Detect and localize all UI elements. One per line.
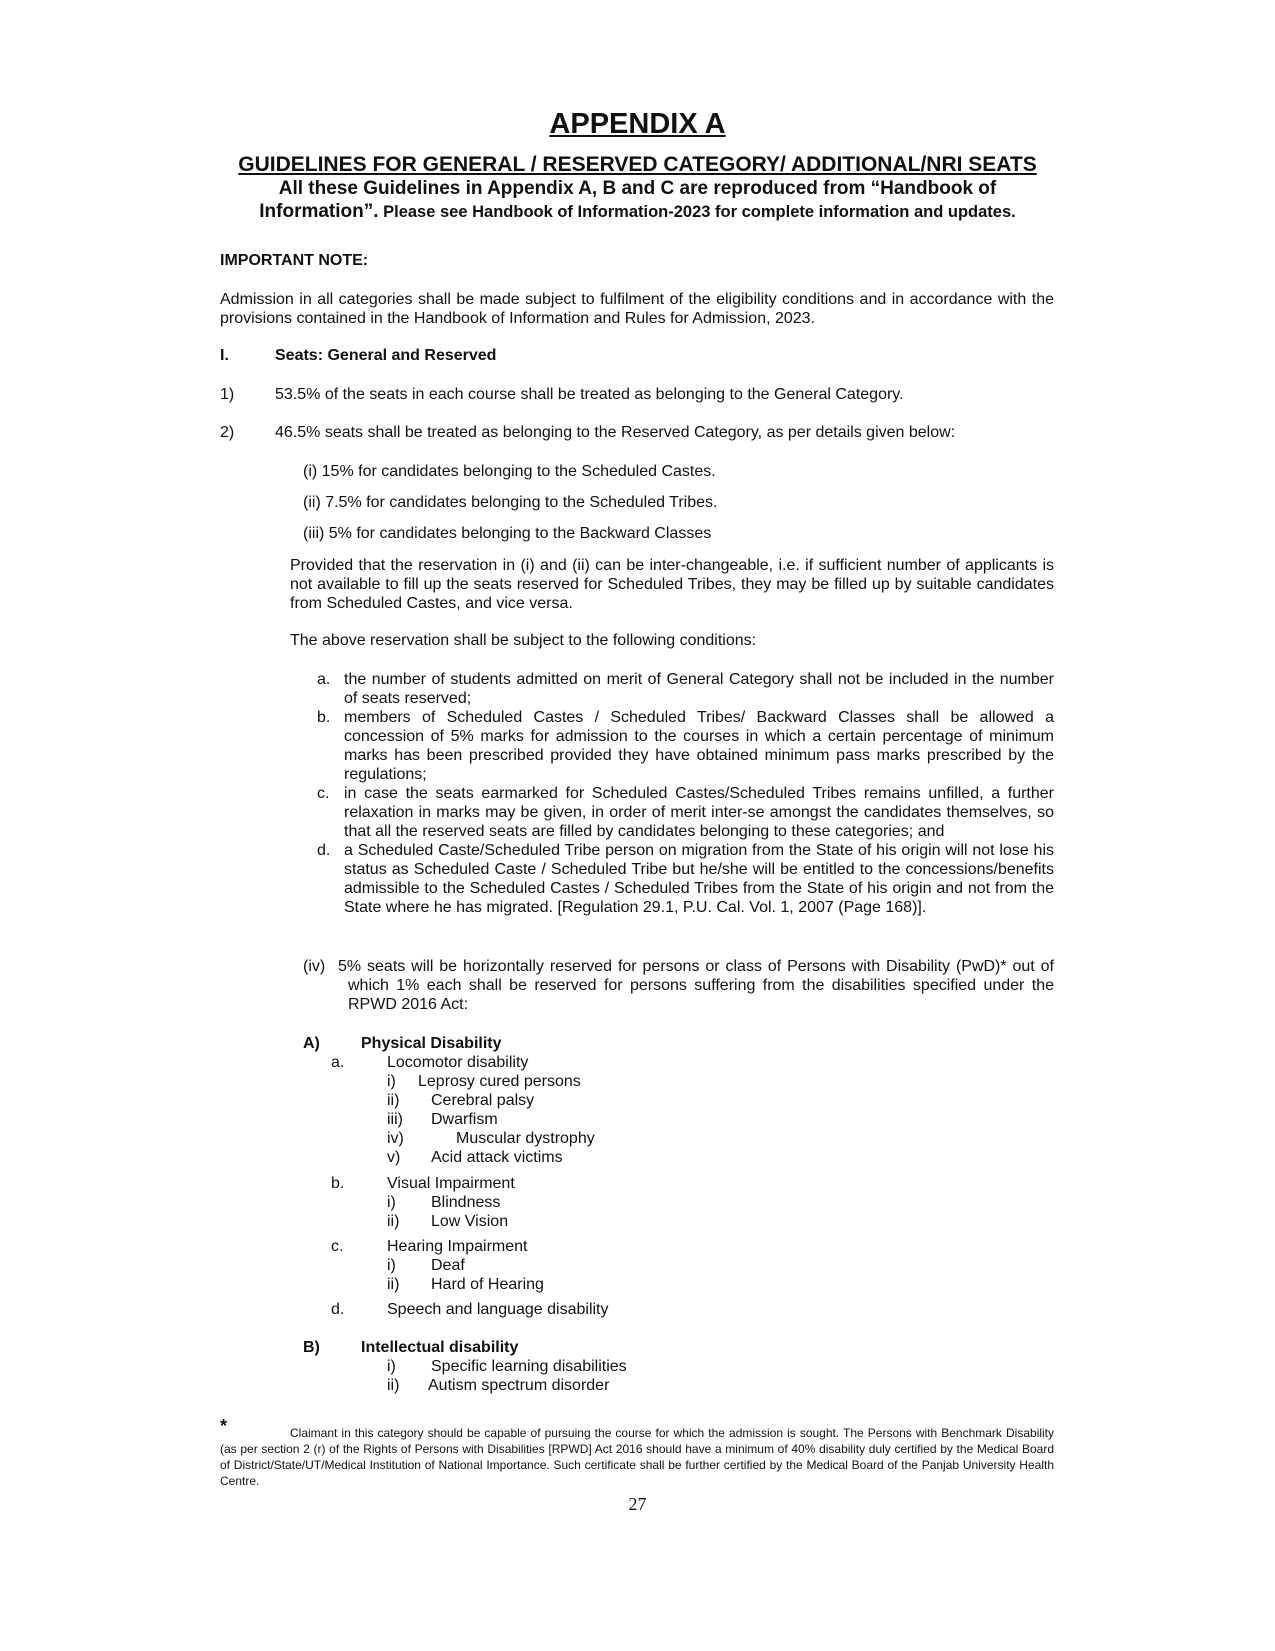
list-item-number: i) bbox=[387, 1073, 396, 1090]
list-item-number: iv) bbox=[387, 1130, 404, 1147]
disability-a-label: A) bbox=[303, 1035, 320, 1052]
group-name: Hearing Impairment bbox=[387, 1238, 528, 1255]
list-item-number: ii) bbox=[387, 1092, 400, 1109]
intro-line-2a: Information”. bbox=[259, 201, 379, 222]
list-item: Muscular dystrophy bbox=[456, 1130, 595, 1147]
page-title: APPENDIX A bbox=[549, 108, 726, 140]
list-item: Hard of Hearing bbox=[431, 1276, 544, 1293]
item-iv-label: (iv) bbox=[303, 958, 326, 975]
proviso-paragraph: Provided that the reservation in (i) and (ii) can be inter-changeable, i.e. if sufficient number of applicants is not available to fill up the seats reserved for Scheduled Tribes, they may be filled up by suitable candidates from Scheduled Castes, and vice versa. bbox=[290, 557, 1054, 612]
important-note-text: Admission in all categories shall be made subject to fulfilment of the eligibility conditions and in accordance with the provisions contained in the Handbook of Information and Rules for Admission, 2023. bbox=[220, 291, 1054, 327]
list-item-number: i) bbox=[387, 1194, 396, 1211]
disability-b-label: B) bbox=[303, 1339, 320, 1356]
intro-line-2 bbox=[0, 201, 1275, 223]
list-item-number: ii) bbox=[387, 1213, 400, 1230]
conditions-intro: The above reservation shall be subject to the following conditions: bbox=[290, 632, 757, 649]
item-2-number: 2) bbox=[220, 424, 235, 441]
list-item-number: v) bbox=[387, 1149, 401, 1166]
group-name: Speech and language disability bbox=[387, 1301, 609, 1318]
page-number: 27 bbox=[628, 1494, 647, 1514]
group-label: a. bbox=[331, 1054, 345, 1071]
list-item: Autism spectrum disorder bbox=[428, 1377, 610, 1394]
list-item: Dwarfism bbox=[431, 1111, 498, 1128]
item-iv-text: 5% seats will be horizontally reserved for persons or class of Persons with Disability (PwD)* out of which 1% each shall be reserved for persons suffering from the disabilities specified under the RPWD 2016 Act: bbox=[338, 958, 1054, 1013]
condition-label: c. bbox=[317, 785, 330, 802]
list-item: Cerebral palsy bbox=[431, 1092, 535, 1109]
group-label: b. bbox=[331, 1175, 345, 1192]
list-item: Deaf bbox=[431, 1257, 465, 1274]
page-subtitle: GUIDELINES FOR GENERAL / RESERVED CATEGORY/ ADDITIONAL/NRI SEATS bbox=[238, 153, 1037, 176]
group-label: c. bbox=[331, 1238, 344, 1255]
section-number: I. bbox=[220, 347, 229, 364]
list-item-number: ii) bbox=[387, 1276, 400, 1293]
group-name: Locomotor disability bbox=[387, 1054, 529, 1071]
list-item: Specific learning disabilities bbox=[431, 1358, 627, 1375]
condition-text: a Scheduled Caste/Scheduled Tribe person on migration from the State of his origin will not lose his status as Scheduled Caste / Scheduled Tribe but he/she will be entitled to the concessions/benefits admissible to the Scheduled Castes / Scheduled Tribes from the State of his origin and not from the State where he has migrated. [Regulation 29.1, P.U. Cal. Vol. 1, 2007 (Page 168)]. bbox=[344, 842, 1054, 916]
footnote-text: Claimant in this category should be capable of pursuing the course for which the admission is sought. The Persons with Benchmark Disability (as per section 2 (r) of the Rights of Persons with Disabilities [RPWD] Act 2016 should have a minimum of 40% disability duly certified by the Medical Board of District/State/UT/Medical Institution of National Importance. Such certificate shall be further certified by the Medical Board of the Panjab University Health Centre. bbox=[220, 1426, 1054, 1488]
sub-item-i: (i) 15% for candidates belonging to the Scheduled Castes. bbox=[303, 463, 716, 480]
item-1-text: 53.5% of the seats in each course shall be treated as belonging to the General Category. bbox=[275, 386, 904, 403]
condition-label: a. bbox=[317, 671, 331, 688]
footnote-marker: * bbox=[220, 1416, 228, 1436]
intro-line-1: All these Guidelines in Appendix A, B and C are reproduced from “Handbook of bbox=[278, 178, 997, 199]
item-1-number: 1) bbox=[220, 386, 235, 403]
group-label: d. bbox=[331, 1301, 345, 1318]
condition-text: in case the seats earmarked for Scheduled Castes/Scheduled Tribes remains unfilled, a further relaxation in marks may be given, in order of merit inter-se amongst the candidates themselves, so that all the reserved seats are filled by candidates belonging to these categories; and bbox=[344, 785, 1054, 840]
disability-a-heading: Physical Disability bbox=[361, 1035, 502, 1052]
list-item-number: i) bbox=[387, 1358, 396, 1375]
section-heading: Seats: General and Reserved bbox=[275, 347, 497, 364]
disability-b-heading: Intellectual disability bbox=[361, 1339, 519, 1356]
list-item: Low Vision bbox=[431, 1213, 509, 1230]
group-name: Visual Impairment bbox=[387, 1175, 515, 1192]
sub-item-iii: (iii) 5% for candidates belonging to the Backward Classes bbox=[303, 525, 712, 542]
list-item: Leprosy cured persons bbox=[418, 1073, 581, 1090]
list-item: Acid attack victims bbox=[431, 1149, 563, 1166]
condition-text: members of Scheduled Castes / Scheduled Tribes/ Backward Classes shall be allowed a concession of 5% marks for admission to the courses in which a certain percentage of minimum marks has been prescribed provided they have obtained minimum pass marks prescribed by the regulations; bbox=[344, 709, 1054, 783]
list-item-number: i) bbox=[387, 1257, 396, 1274]
condition-label: b. bbox=[317, 709, 331, 726]
condition-label: d. bbox=[317, 842, 331, 859]
condition-text: the number of students admitted on merit of General Category shall not be included in the number of seats reserved; bbox=[344, 671, 1054, 707]
list-item: Blindness bbox=[431, 1194, 501, 1211]
intro-line-2b: Please see Handbook of Information-2023 for complete information and updates. bbox=[378, 203, 1016, 221]
item-2-text: 46.5% seats shall be treated as belonging to the Reserved Category, as per details given below: bbox=[275, 424, 956, 441]
important-note-heading: IMPORTANT NOTE: bbox=[220, 252, 369, 269]
sub-item-ii: (ii) 7.5% for candidates belonging to the Scheduled Tribes. bbox=[303, 494, 718, 511]
list-item-number: ii) bbox=[387, 1377, 400, 1394]
list-item-number: iii) bbox=[387, 1111, 403, 1128]
